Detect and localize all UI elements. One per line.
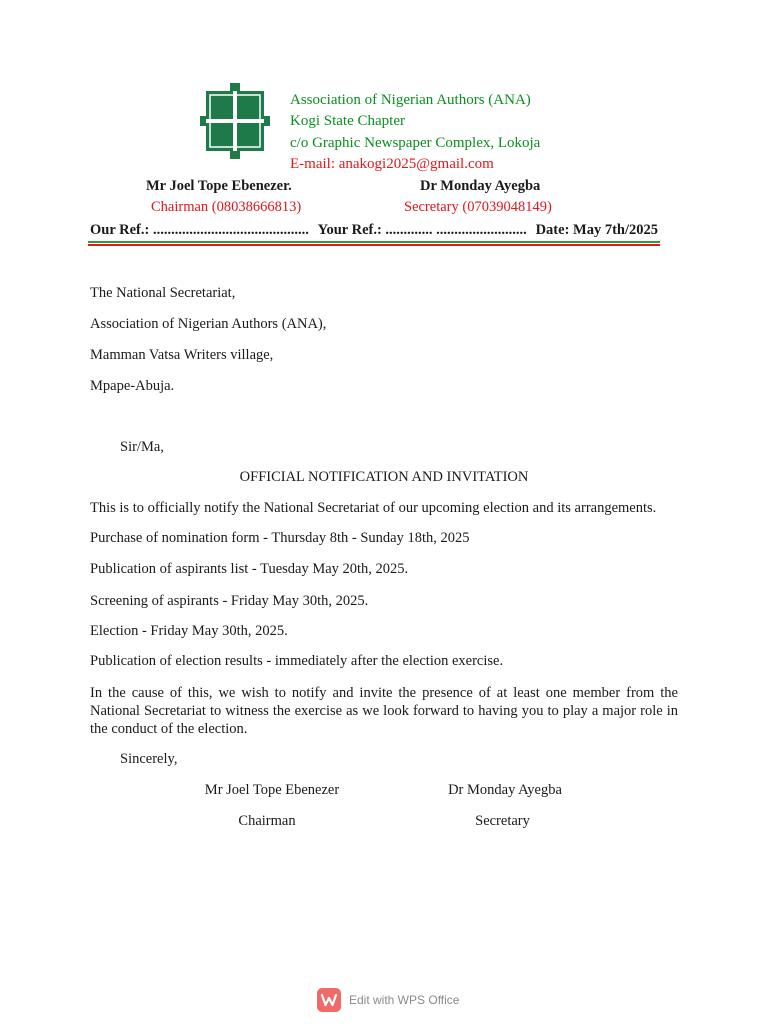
recipient-line: The National Secretariat, (90, 285, 236, 301)
org-email: E-mail: anakogi2025@gmail.com (290, 156, 494, 172)
invitation-paragraph: In the cause of this, we wish to notify and invite the presence of at least one member from the National Secretariat to witness the exercise as we look forward to having you to play a major role in the conduct of the election. (90, 685, 678, 737)
schedule-item: Publication of aspirants list - Tuesday May 20th, 2025. (90, 561, 409, 577)
signatory-title-chairman: Chairman (238, 813, 296, 829)
secretary-name: Dr Monday Ayegba (420, 178, 541, 194)
schedule-item: Election - Friday May 30th, 2025. (90, 623, 288, 639)
wps-edit-badge[interactable] (317, 986, 459, 1014)
reference-row (90, 222, 658, 239)
org-name: Association of Nigerian Authors (ANA) (290, 92, 531, 108)
recipient-line: Association of Nigerian Authors (ANA), (90, 316, 327, 332)
ana-logo (200, 83, 270, 159)
signatory-name-secretary: Dr Monday Ayegba (448, 782, 562, 798)
wps-office-icon (317, 988, 341, 1012)
letter-subject: OFFICIAL NOTIFICATION AND INVITATION (239, 469, 529, 485)
signatory-title-secretary: Secretary (475, 813, 530, 829)
chairman-name: Mr Joel Tope Ebenezer. (146, 178, 292, 194)
our-ref: Our Ref.: ........................................... (90, 222, 309, 238)
org-address: c/o Graphic Newspaper Complex, Lokoja (290, 135, 541, 151)
recipient-line: Mpape-Abuja. (90, 378, 175, 394)
chairman-role: Chairman (08038666813) (151, 199, 302, 215)
recipient-line: Mamman Vatsa Writers village, (90, 347, 274, 363)
body-paragraph: This is to officially notify the National Secretariat of our upcoming election and its arrangements. (90, 500, 657, 516)
schedule-item: Purchase of nomination form - Thursday 8th - Sunday 18th, 2025 (90, 530, 470, 546)
schedule-item: Screening of aspirants - Friday May 30th, 2025. (90, 593, 369, 609)
letter-date: Date: May 7th/2025 (535, 222, 658, 238)
header-rule-red (88, 244, 660, 246)
schedule-item: Publication of election results - immediately after the election exercise. (90, 653, 504, 669)
chapter-name: Kogi State Chapter (290, 113, 405, 129)
secretary-role: Secretary (07039048149) (404, 199, 552, 215)
your-ref: Your Ref.: ............. ......................... (317, 222, 527, 238)
salutation: Sir/Ma, (120, 439, 164, 455)
wps-edit-label: Edit with WPS Office (349, 993, 460, 1007)
header-rule-green (88, 241, 660, 243)
closing: Sincerely, (120, 751, 178, 767)
signatory-name-chairman: Mr Joel Tope Ebenezer (204, 782, 340, 798)
